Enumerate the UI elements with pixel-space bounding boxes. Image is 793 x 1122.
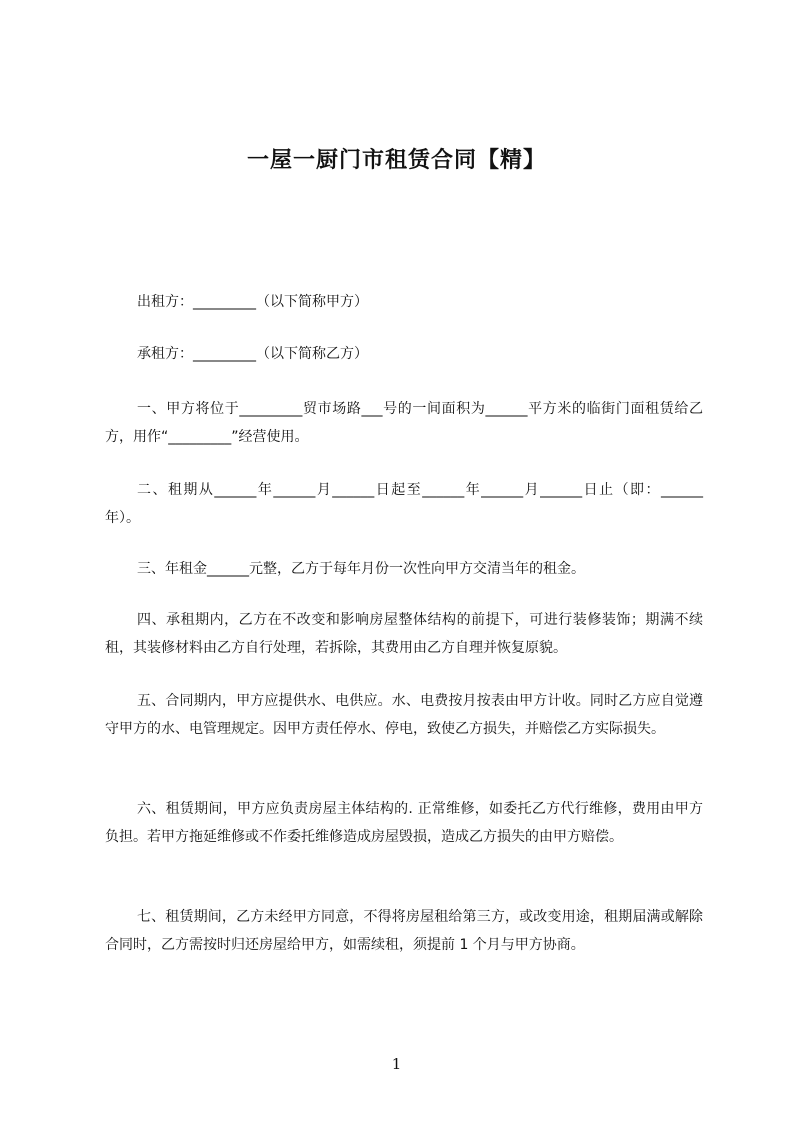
paragraph-clause-3: 三、年租金______元整，乙方于每年月份一次性向甲方交清当年的租金。 [137, 561, 585, 577]
paragraph-clause-7: 七、租赁期间，乙方未经甲方同意，不得将房屋租给第三方，或改变用途，租期届满或解除合同时，乙方需按时归还房屋给甲方，如需续租，须提前 1 个月与甲方协商。 [105, 909, 703, 953]
page-number: 1 [391, 1055, 402, 1073]
paragraph-clause-5: 五、合同期内，甲方应提供水、电供应。水、电费按月按表由甲方计收。同时乙方应自觉遵守甲方的水、电管理规定。因甲方责任停水、停电，致使乙方损失，并赔偿乙方实际损失。 [105, 693, 703, 737]
paragraph-lessee: 承租方：_________（以下简称乙方） [137, 346, 368, 362]
paragraph-clause-6: 六、租赁期间，甲方应负责房屋主体结构的. 正常维修，如委托乙方代行维修，费用由甲方负担。若甲方拖延维修或不作委托维修造成房屋毁损，造成乙方损失的由甲方赔偿。 [105, 801, 703, 845]
paragraph-clause-4: 四、承租期内，乙方在不改变和影响房屋整体结构的前提下，可进行装修装饰；期满不续租，其装修材料由乙方自行处理，若拆除，其费用由乙方自理并恢复原貌。 [105, 612, 703, 656]
paragraph-clause-2: 二、租期从______年______月______日起至______年______月______日止（即：______年）。 [105, 482, 703, 526]
paragraph-lessor: 出租方：_________（以下简称甲方） [137, 294, 368, 310]
paragraph-clause-1: 一、甲方将位于_________贸市场路___号的一间面积为______平方米的临街门面租赁给乙方，用作“_________”经营使用。 [105, 401, 703, 445]
document-title: 一屋一厨门市租赁合同【精】 [246, 148, 546, 173]
